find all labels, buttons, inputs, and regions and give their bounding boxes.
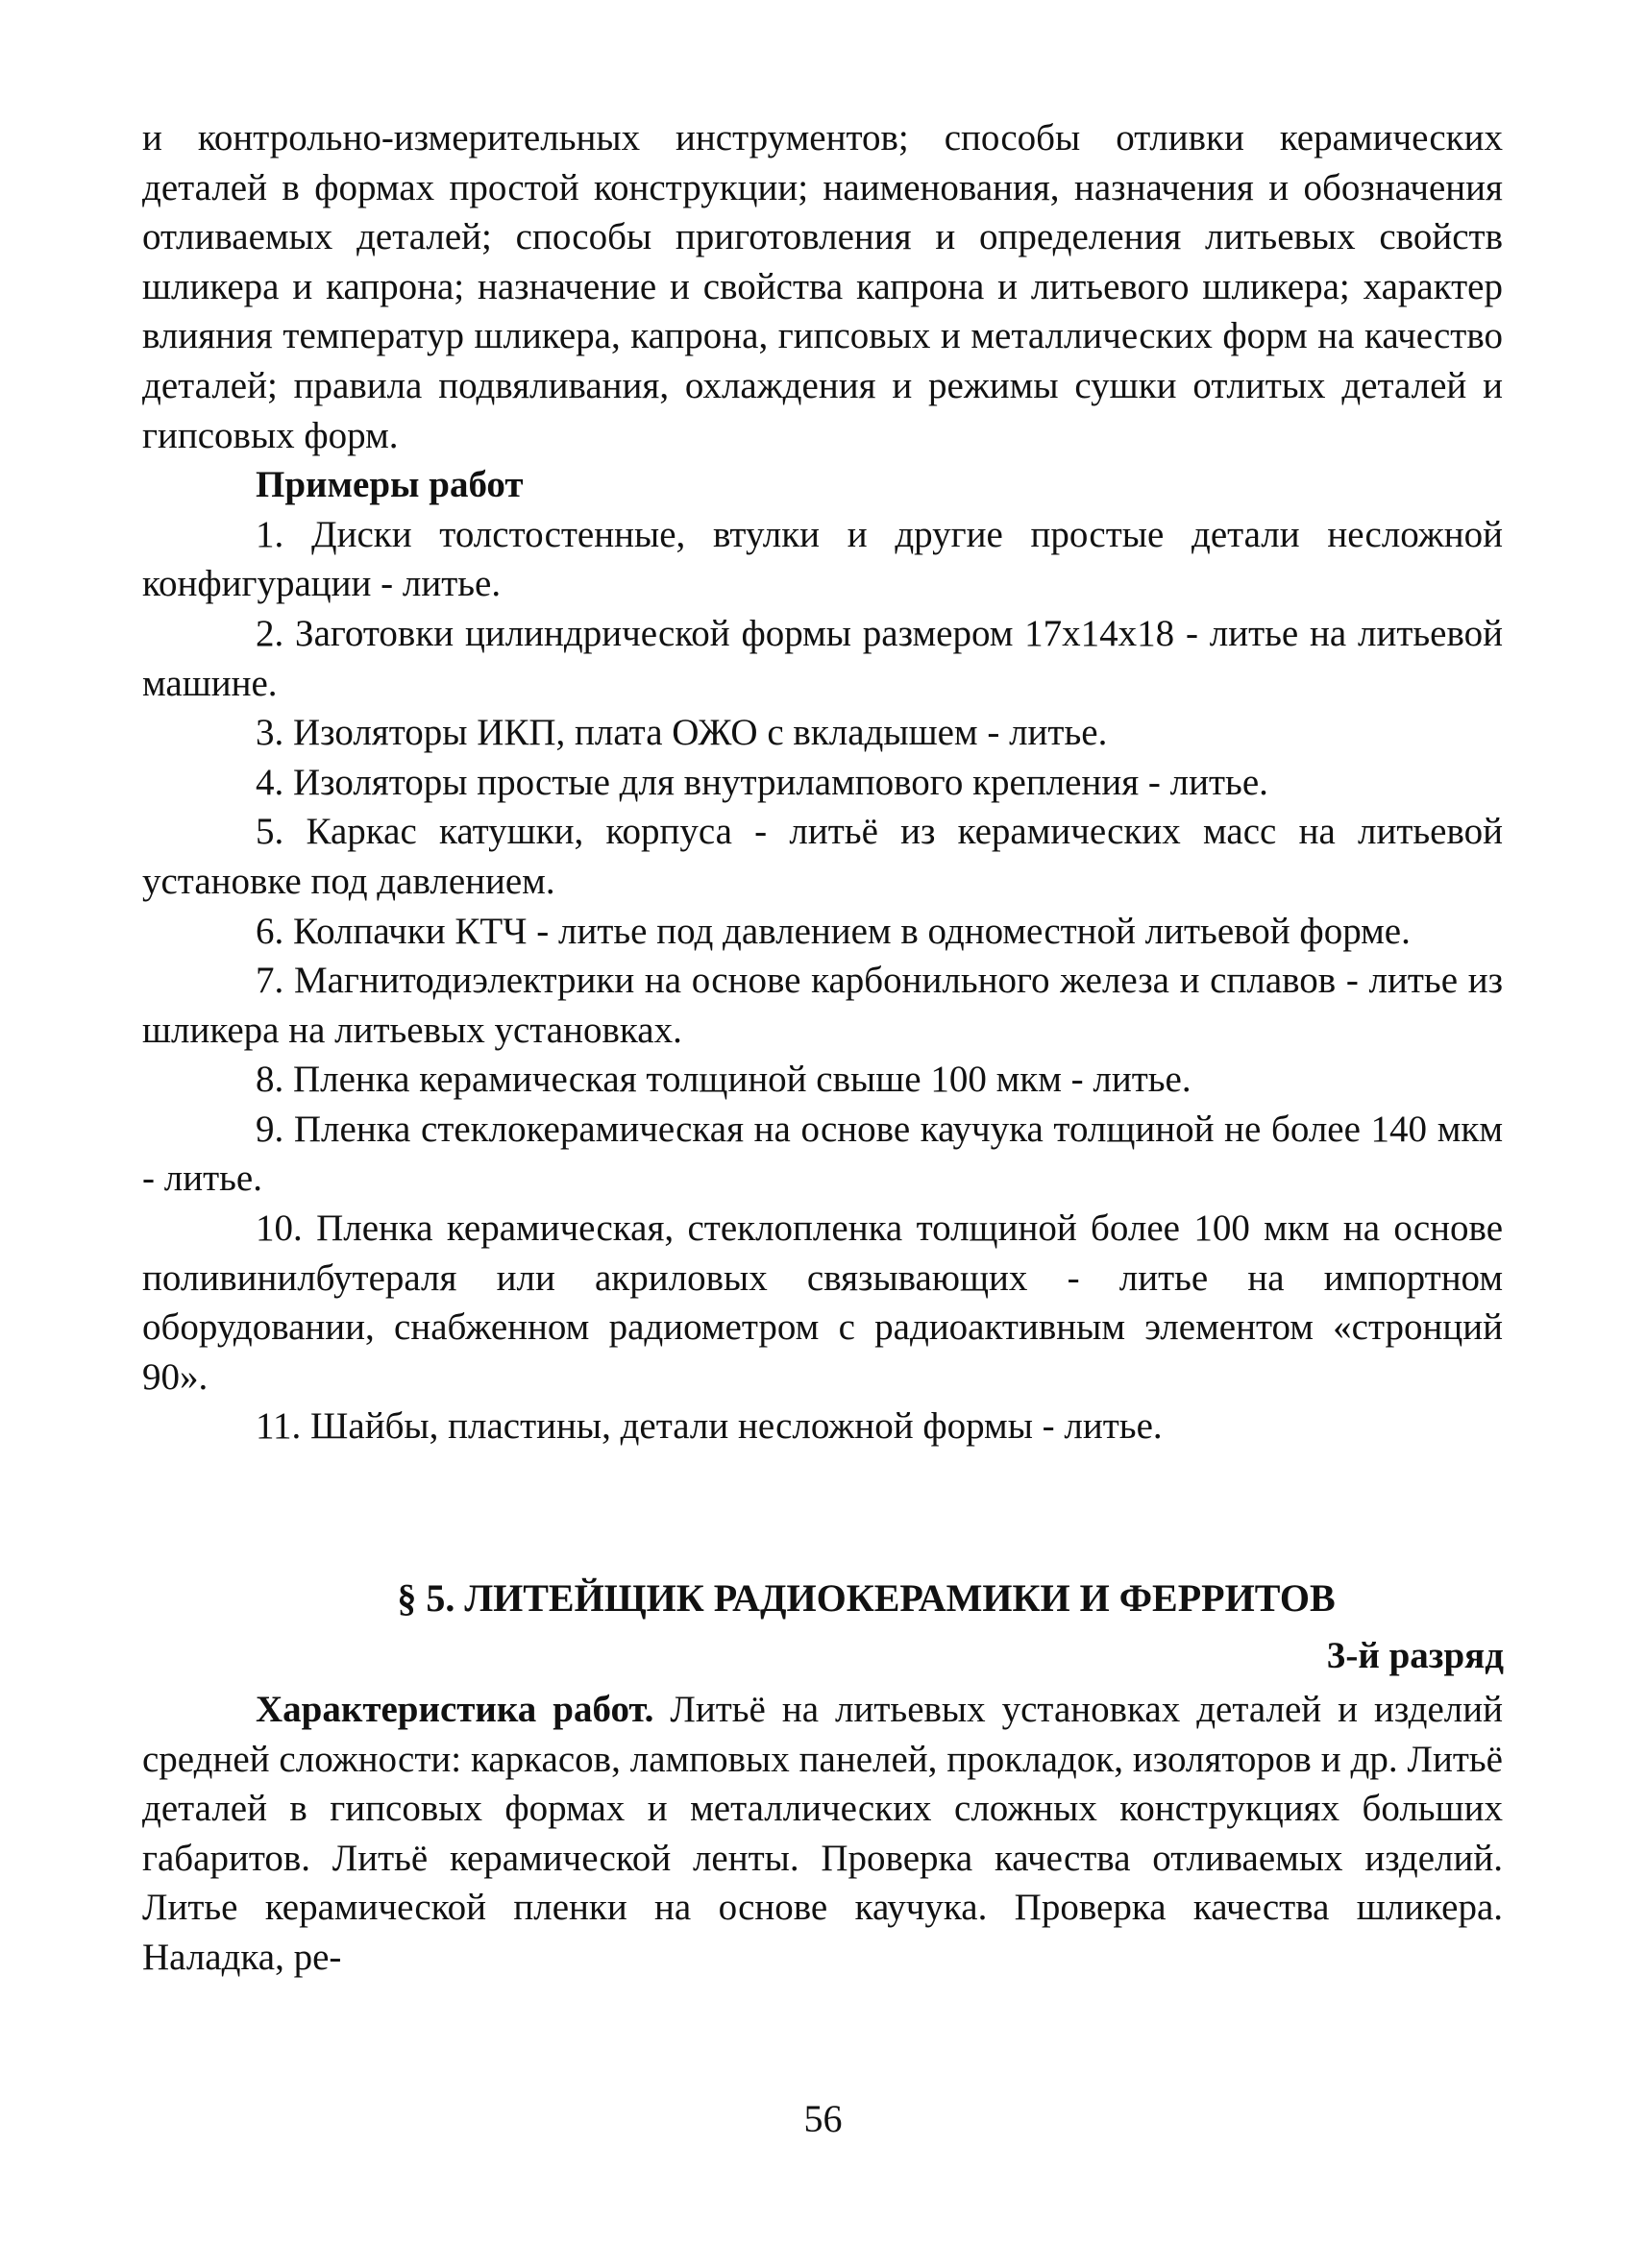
intro-paragraph: и контрольно-измерительных инструментов; способы отливки керамических деталей в формах простой конструкции; наименования, назначения и обозначения отливаемых деталей; способы приготовления и определения литьевых свойств шликера и капрона; назначение и свойства капрона и литьевого шликера; характер влияния температур шликера, капрона, гипсовых и металлических форм на качество деталей; правила подвяливания, охлаждения и режимы сушки отлитых деталей и гипсовых форм. — [142, 117, 1503, 456]
example-item: 9. Пленка стеклокерамическая на основе каучука толщиной не более 140 мкм - литье. — [142, 1108, 1503, 1200]
example-item: 4. Изоляторы простые для внутрилампового крепления - литье. — [256, 761, 1268, 803]
characteristic-label: Характеристика работ. — [256, 1689, 654, 1730]
example-item: 1. Диски толстостенные, втулки и другие простые детали несложной конфигурации - литье. — [142, 513, 1503, 605]
section-title: § 5. ЛИТЕЙЩИК РАДИОКЕРАМИКИ И ФЕРРИТОВ — [397, 1576, 1336, 1620]
characteristic-text: Литьё на литьевых установках деталей и изделий средней сложности: каркасов, ламповых панелей, прокладок, изоляторов и др. Литьё деталей в гипсовых формах и металлических сложных конструкциях больших габаритов. Литьё керамической ленты. Проверка качества отливаемых изделий. Литье керамической пленки на основе каучука. Проверка качества шликера. Наладка, ре- — [142, 1689, 1503, 1978]
example-item: 3. Изоляторы ИКП, плата ОЖО с вкладышем - литье. — [256, 712, 1108, 754]
example-item: 6. Колпачки КТЧ - литье под давлением в одноместной литьевой форме. — [256, 910, 1411, 952]
examples-title: Примеры работ — [256, 464, 524, 506]
example-item: 7. Магнитодиэлектрики на основе карбонильного железа и сплавов - литье из шликера на литьевых установках. — [142, 960, 1503, 1051]
example-item: 5. Каркас катушки, корпуса - литьё из керамических масс на литьевой установке под давлением. — [142, 811, 1503, 902]
examples-list — [142, 510, 1503, 1451]
example-item: 2. Заготовки цилиндрической формы размером 17x14x18 - литье на литьевой машине. — [142, 612, 1503, 704]
characteristic-paragraph — [142, 1685, 1503, 1983]
example-item: 11. Шайбы, пластины, детали несложной формы - литье. — [256, 1405, 1163, 1448]
characteristic-block — [142, 1685, 1503, 1983]
example-item: 8. Пленка керамическая толщиной свыше 100 мкм - литье. — [256, 1059, 1192, 1101]
example-item: 10. Пленка керамическая, стеклопленка толщиной более 100 мкм на основе поливинилбутераля или акриловых связывающих - литье на импортном оборудовании, снабженном радиометром с радиоактивным элементом «стронций 90». — [142, 1207, 1503, 1398]
grade-label: 3-й разряд — [1326, 1635, 1504, 1676]
page-number: 56 — [803, 2097, 843, 2140]
intro-block — [142, 113, 1503, 1451]
